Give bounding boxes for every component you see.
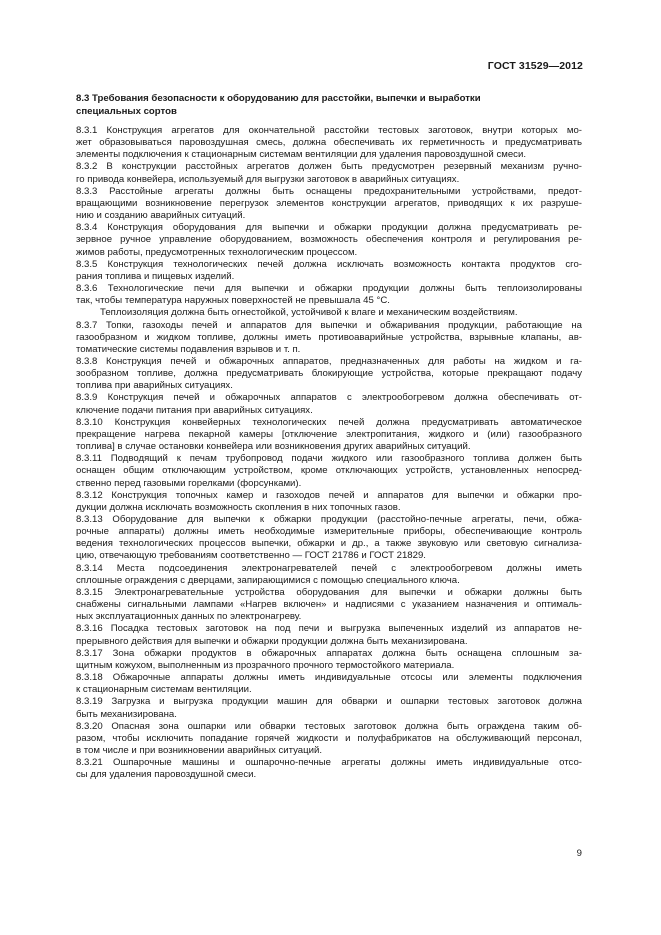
paragraph-line: 8.3.10 Конструкция конвейерных технологических печей должна предусматривать автоматическое <box>76 416 582 428</box>
paragraph-line: нию и созданию аварийных ситуаций. <box>76 210 246 222</box>
paragraph-line: зервное ручное управление оборудованием, возможность обеспечения контроля и регулирования ре- <box>76 234 582 246</box>
paragraph-line: ных эксплуатационных данных по электронагреву. <box>76 611 302 623</box>
paragraph-line: так, чтобы температура наружных поверхностей не превышала 45 °С. <box>76 295 390 307</box>
paragraph-line: топлива] в случае остановки конвейера или возникновения других аварийных ситуаций. <box>76 441 471 453</box>
paragraph-line: 8.3.14 Места подсоединения электронагревателей печей с электрообогревом должны иметь <box>76 562 582 574</box>
paragraph-line: го привода конвейера, используемый для выгрузки заготовок в аварийных ситуациях. <box>76 173 460 185</box>
paragraph <box>76 648 582 672</box>
paragraph-line: оснащен общим отключающим устройством, кроме отключающих устройств, установленных непосред- <box>76 465 582 477</box>
paragraph-line: 8.3.13 Оборудование для выпечки к обжарки продукции (расстойно-печные агрегаты, печи, обжа- <box>76 514 582 525</box>
paragraph-line: 8.3.8 Конструкция печей и обжарочных аппаратов, предназначенных для работы на жидком и га- <box>76 355 582 367</box>
paragraph-line: 8.3.16 Посадка тестовых заготовок на под печи и выгрузка выпеченных изделий из аппаратов не- <box>76 623 582 635</box>
section-title-line-1: 8.3 Требования безопасности к оборудованию для расстойки, выпечки и выработки <box>76 93 481 104</box>
paragraph-line: к стационарным системам вентиляции. <box>76 684 252 696</box>
paragraph <box>76 125 582 161</box>
paragraph-line: 8.3.5 Конструкция технологических печей должна исключать возможность контакта продуктов сго- <box>76 258 582 270</box>
paragraph <box>76 161 582 185</box>
paragraph-line: газообразном и жидком топливе, должны иметь противоаварийные устройства, взрывные клапаны, ав- <box>76 331 582 343</box>
paragraph <box>76 672 582 696</box>
paragraph-line: 8.3.9 Конструкция печей и обжарочных аппаратов с электрообогревом должна обеспечивать от- <box>76 392 582 404</box>
paragraph-line: зообразном топливе, должна предусматривать блокирующие устройства, которые прекращают подачу <box>76 368 582 380</box>
paragraph <box>76 320 582 356</box>
paragraph-line: сы для удаления паровоздушной смеси. <box>76 769 257 781</box>
paragraph-line: 8.3.3 Расстойные агрегаты должны быть оснащены предохранительными устройствами, предот- <box>76 185 582 197</box>
paragraph-line: прерывного действия для выпечки и обжарки продукции должна быть механизирована. <box>76 635 468 647</box>
paragraph-line: снабжены сигнальными лампами «Нагрев включен» и надписями с указанием назначения и оптималь- <box>76 599 582 611</box>
paragraph <box>76 392 582 416</box>
paragraph <box>76 259 582 283</box>
paragraph-line: ственно перед газовыми горелками (форсунками). <box>76 477 302 489</box>
paragraph-line: элементы подключения к стационарным системам вентиляции для удаления паровоздушной смеси. <box>76 149 526 161</box>
paragraph-line: ведения технологических процессов выпечки, обжарки и др., а также звуковую или световую сигнализа- <box>76 538 582 550</box>
paragraph-line: ключение подачи питания при аварийных ситуациях. <box>76 404 313 416</box>
section-title-line-2: специальных сортов <box>76 106 177 117</box>
paragraph-line: томатические системы подавления взрывов и т. п. <box>76 343 301 355</box>
paragraph <box>76 721 582 757</box>
paragraph <box>76 283 582 307</box>
paragraph-line: 8.3.2 В конструкции расстойных агрегатов должен быть предусмотрен резервный механизм ручно- <box>76 161 582 173</box>
paragraph-line: 8.3.19 Загрузка и выгрузка продукции машин для обварки и ошпарки тестовых заготовок должна <box>76 696 582 708</box>
paragraph-line: рочные аппараты) должны иметь необходимые измерительные приборы, обеспечивающие контроль <box>76 526 582 538</box>
paragraph-line: топлива при аварийных ситуациях. <box>76 380 233 392</box>
paragraph <box>76 696 582 720</box>
paragraph <box>76 623 582 647</box>
paragraph-line: 8.3.18 Обжарочные аппараты должны иметь индивидуальные отсосы или элементы подключения <box>76 672 582 684</box>
paragraph-line: вращающими возникновение перегрузок элементов конструкции агрегатов, приводящих к их разруше- <box>76 197 582 209</box>
paragraph-line: 8.3.21 Ошпарочные машины и ошпарочно-печные агрегаты должны иметь индивидуальные отсо- <box>76 757 582 769</box>
paragraph-line: 8.3.4 Конструкция оборудования для выпечки и обжарки продукции должна предусматривать ре- <box>76 222 582 234</box>
paragraph-line: 8.3.7 Топки, газоходы печей и аппаратов для выпечки и обжаривания продукции, работающие на <box>76 319 582 331</box>
paragraph <box>76 186 582 222</box>
paragraph-line: прекращение нагрева пекарной камеры [отключение электропитания, жидкого и (или) газообразного <box>76 428 582 440</box>
paragraph-line: цию, отвечающую требованиям соответственно — ГОСТ 21786 и ГОСТ 21829. <box>76 550 426 562</box>
paragraph-line: 8.3.17 Зона обжарки продуктов в обжарочных аппаратах должна быть оснащена сплошным за- <box>76 647 582 659</box>
paragraph-line: сплошные ограждения с дверцами, запирающимися с помощью специального ключа. <box>76 574 460 586</box>
paragraph <box>76 417 582 453</box>
paragraph <box>76 307 582 319</box>
paragraph-line: 8.3.12 Конструкция топочных камер и газоходов печей и аппаратов для выпечки и обжарки про- <box>76 489 582 501</box>
paragraph-line: 8.3.20 Опасная зона ошпарки или обварки тестовых заготовок должна быть ограждена таким об- <box>76 720 582 732</box>
paragraph-line: Теплоизоляция должна быть огнестойкой, устойчивой к влаге и механическим воздействиям. <box>100 307 518 319</box>
paragraph <box>76 757 582 781</box>
section-title <box>76 92 582 118</box>
paragraph-line: 8.3.1 Конструкция агрегатов для окончательной расстойки тестовых заготовок, внутри которых мо- <box>76 125 582 136</box>
paragraph-line: щитным кожухом, выполненным из прозрачного прочного термостойкого материала. <box>76 659 455 671</box>
paragraph <box>76 356 582 392</box>
paragraph-line: быть механизирована. <box>76 708 177 720</box>
paragraph-line: дукции должна исключать возможность скопления в них топочных газов. <box>76 501 401 513</box>
page-number: 9 <box>576 848 582 859</box>
paragraph <box>76 490 582 514</box>
section-body <box>76 125 582 781</box>
paragraph <box>76 453 582 489</box>
paragraph-line: в том числе и при возникновении аварийных ситуаций. <box>76 744 323 756</box>
document-number: ГОСТ 31529—2012 <box>487 60 583 72</box>
paragraph <box>76 563 582 587</box>
paragraph-line: 8.3.11 Подводящий к печам трубопровод подачи жидкого или газообразного топлива должен быть <box>76 453 582 465</box>
paragraph-line: рания топлива и пищевых изделий. <box>76 270 235 282</box>
paragraph <box>76 587 582 623</box>
paragraph <box>76 514 582 563</box>
paragraph-line: жимов работы, предусмотренных технологическим процессом. <box>76 246 358 258</box>
paragraph-line: 8.3.15 Электронагревательные устройства оборудования для выпечки и обжарки должны быть <box>76 586 582 598</box>
paragraph-line: разом, чтобы исключить попадание горячей жидкости и полуфабрикатов на обслуживающий персонал, <box>76 732 582 744</box>
paragraph-line: жет образовываться паровоздушная смесь, должна обеспечивать их герметичность и предусматривать <box>76 137 582 149</box>
paragraph <box>76 222 582 258</box>
paragraph-line: 8.3.6 Технологические печи для выпечки и обжарки продукции должны быть теплоизолированы <box>76 283 582 295</box>
